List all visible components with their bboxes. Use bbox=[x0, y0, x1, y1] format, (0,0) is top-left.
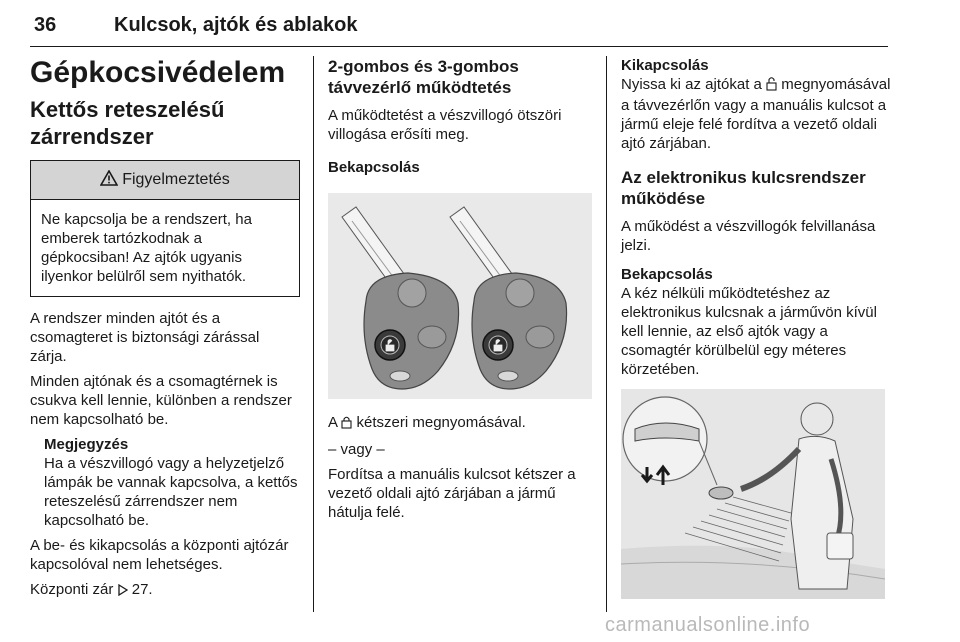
column-2 bbox=[328, 56, 592, 528]
section-title: Gépkocsivédelem bbox=[30, 56, 286, 89]
note-text: Ha a vészvillogó vagy a helyzetjelző lámpák be vannak kapcsolva, a kettős reteszelésű zárrendszer nem kapcsolható be. bbox=[44, 455, 298, 529]
caption-prefix: A bbox=[328, 414, 338, 431]
or-separator: – vagy – bbox=[328, 441, 385, 458]
reference-page: 27. bbox=[131, 581, 153, 598]
paragraph: Minden ajtónak és a csomagtérnek is csukva kell lennie, különben a rendszer nem kapcsolható be. bbox=[30, 373, 292, 428]
paragraph-prefix: Nyissa ki az ajtókat a bbox=[621, 76, 762, 93]
watermark: carmanualsonline.info bbox=[605, 614, 811, 636]
caption-suffix: kétszeri megnyomásával. bbox=[356, 414, 526, 431]
note-title: Megjegyzés bbox=[44, 436, 129, 453]
section-heading: Az elektronikus kulcsrendszer működése bbox=[621, 168, 866, 208]
column-divider bbox=[606, 56, 607, 612]
paragraph bbox=[621, 75, 891, 153]
note-block bbox=[44, 435, 300, 530]
paragraph: A be- és kikapcsolás a központi ajtózár kapcsolóval nem lehetséges. bbox=[30, 537, 289, 573]
column-1 bbox=[30, 56, 300, 607]
caption bbox=[328, 413, 592, 434]
warning-box bbox=[30, 160, 300, 297]
page-number: 36 bbox=[34, 14, 57, 36]
paragraph: A működést a vészvillogók felvillanása jelzi. bbox=[621, 218, 876, 254]
reference-arrow-icon bbox=[118, 582, 128, 601]
subheading: Bekapcsolás bbox=[621, 266, 713, 283]
warning-text: Ne kapcsolja be a rendszert, ha emberek tartózkodnak a gépkocsiban! Az ajtók ugyanis ilyenkor belülről sem nyithatók. bbox=[41, 211, 252, 285]
subheading: Bekapcsolás bbox=[328, 159, 420, 176]
paragraph: Fordítsa a manuális kulcsot kétszer a vezető oldali ajtó zárjában a jármű hátulja felé. bbox=[328, 466, 576, 521]
warning-header bbox=[31, 161, 299, 200]
paragraph: A rendszer minden ajtót és a csomagteret is biztonsági zárással zárja. bbox=[30, 310, 260, 365]
chapter-title: Kulcsok, ajtók és ablakok bbox=[114, 14, 358, 36]
paragraph-suffix: megnyomásával a távvezérlőn vagy a manuális kulcsot a jármű eleje felé fordítva a vezető oldali ajtó zárjában. bbox=[621, 76, 891, 152]
warning-label: Figyelmeztetés bbox=[122, 171, 230, 188]
cross-reference[interactable] bbox=[30, 580, 300, 601]
keyless-entry-illustration bbox=[621, 389, 885, 599]
column-3 bbox=[621, 56, 891, 599]
unlock-icon bbox=[766, 76, 777, 96]
reference-label: Központi zár bbox=[30, 581, 114, 598]
page-header bbox=[30, 8, 888, 47]
paragraph: A kéz nélküli működtetéshez az elektronikus kulcsnak a járművön kívül kell lennie, az első ajtók vagy a csomagtér körülbelül egy méteres körzetében. bbox=[621, 285, 877, 378]
key-hand-icon bbox=[709, 487, 733, 499]
subheading: Kikapcsolás bbox=[621, 57, 709, 74]
keyless-entry-drawing bbox=[621, 389, 885, 599]
remote-keys-drawing bbox=[328, 193, 592, 399]
paragraph: A működtetést a vészvillogó ötszöri villogása erősíti meg. bbox=[328, 107, 562, 143]
lock-icon bbox=[341, 415, 352, 434]
remote-keys-illustration bbox=[328, 193, 592, 399]
column-divider bbox=[313, 56, 314, 612]
subsection-title: Kettős reteszelésű zárrendszer bbox=[30, 97, 225, 149]
warning-icon bbox=[100, 170, 118, 191]
section-heading: 2-gombos és 3-gombos távvezérlő működtetés bbox=[328, 57, 519, 97]
